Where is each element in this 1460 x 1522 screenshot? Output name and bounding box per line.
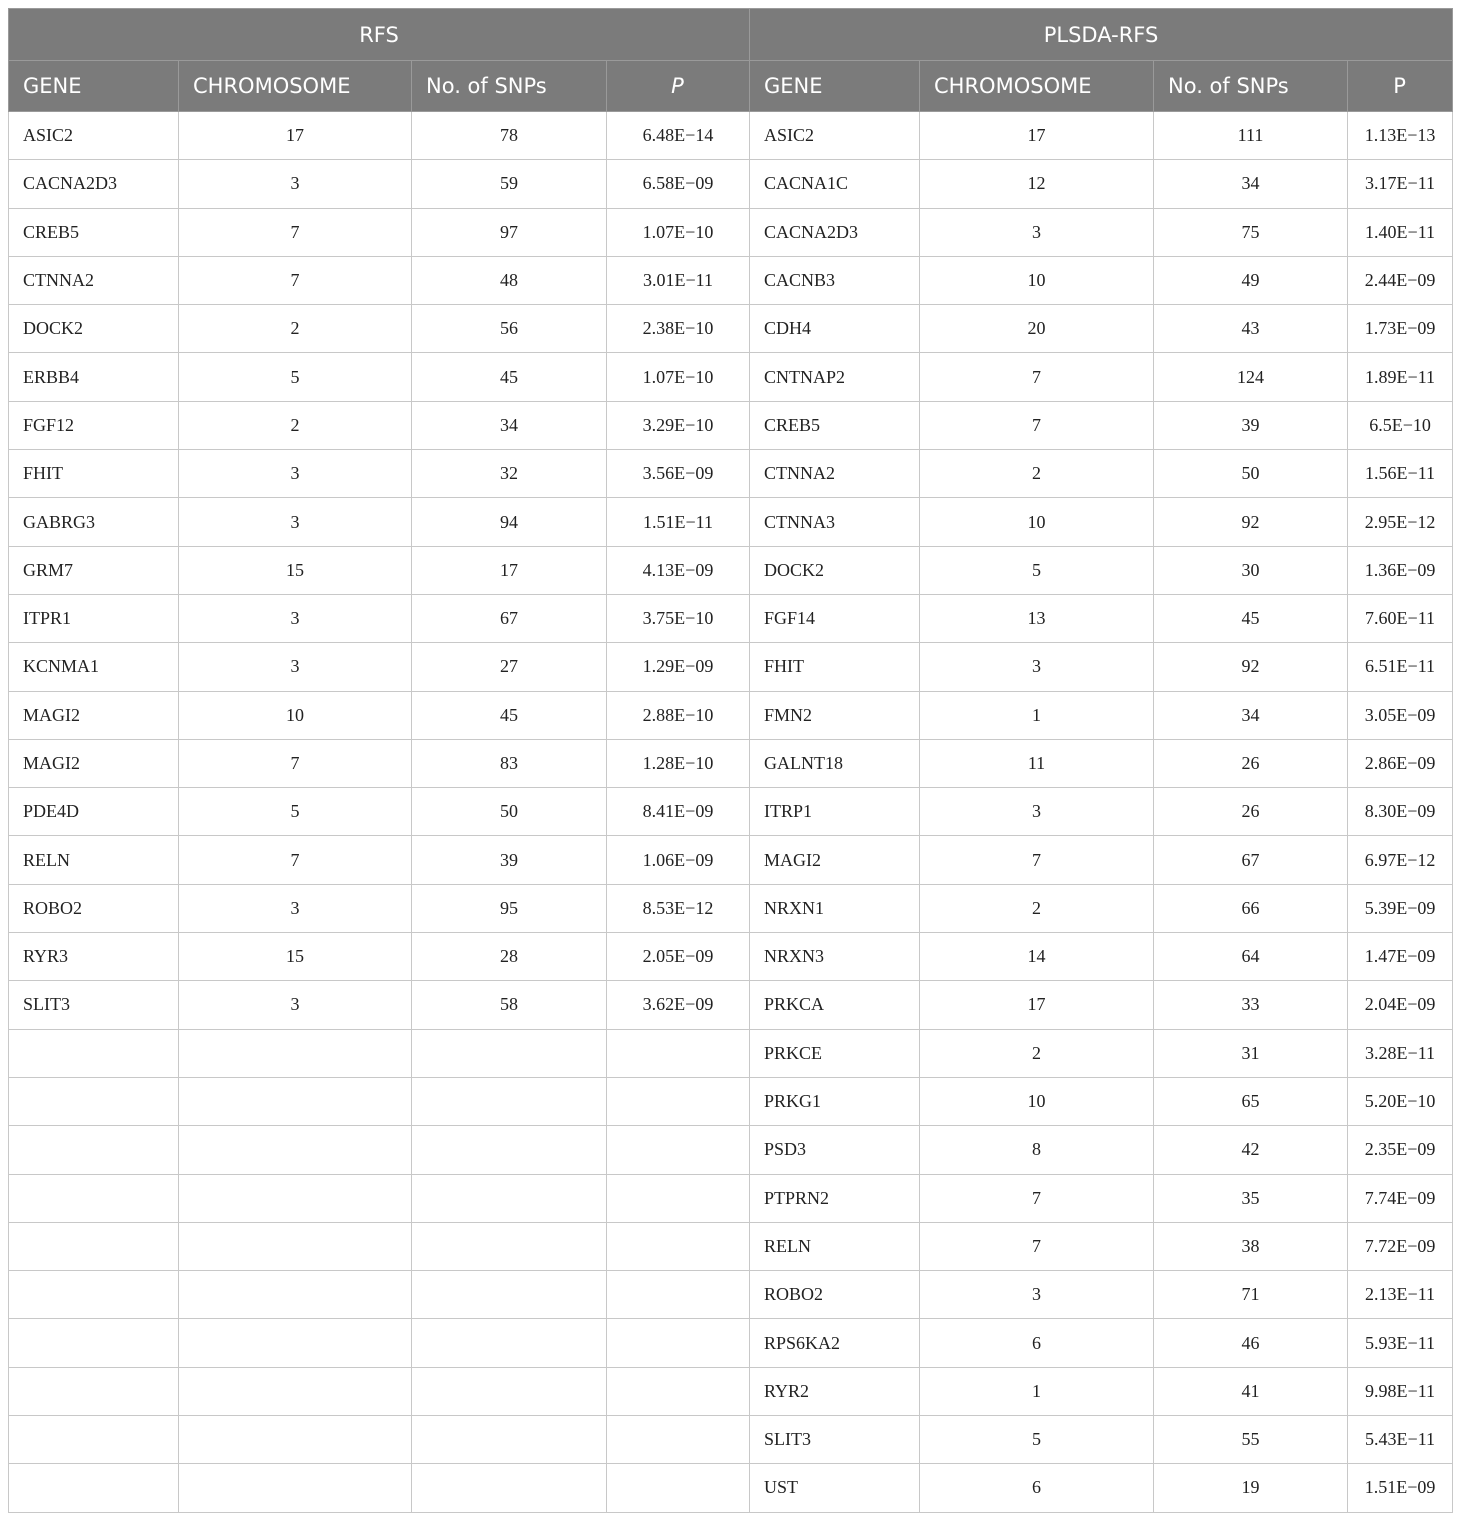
plsda-rfs-chromosome-cell: 17 [920,981,1154,1029]
plsda-rfs-chromosome-cell: 7 [920,401,1154,449]
rfs-p-value-cell [607,1416,750,1464]
rfs-chromosome-cell: 2 [179,401,412,449]
plsda-rfs-snp-count-cell: 39 [1154,401,1348,449]
rfs-chromosome-cell: 10 [179,691,412,739]
plsda-rfs-p-value-cell: 1.40E−11 [1348,208,1453,256]
rfs-p-value-cell: 1.28E−10 [607,739,750,787]
plsda-rfs-gene-cell: CACNA2D3 [750,208,920,256]
rfs-snp-count-cell [412,1464,607,1512]
rfs-snp-count-cell: 67 [412,594,607,642]
col-header-chromosome: CHROMOSOME [179,61,412,112]
plsda-rfs-p-value-cell: 1.56E−11 [1348,450,1453,498]
rfs-gene-cell: SLIT3 [9,981,179,1029]
rfs-chromosome-cell [179,1271,412,1319]
rfs-snp-count-cell [412,1222,607,1270]
rfs-p-value-cell [607,1222,750,1270]
plsda-rfs-p-value-cell: 1.73E−09 [1348,305,1453,353]
rfs-snp-count-cell [412,1126,607,1174]
rfs-p-value-cell: 8.53E−12 [607,884,750,932]
rfs-snp-count-cell: 45 [412,691,607,739]
table-row [9,160,1453,208]
rfs-p-value-cell: 4.13E−09 [607,546,750,594]
rfs-chromosome-cell [179,1319,412,1367]
rfs-p-value-cell: 3.29E−10 [607,401,750,449]
rfs-gene-cell: CREB5 [9,208,179,256]
plsda-rfs-snp-count-cell: 42 [1154,1126,1348,1174]
rfs-gene-cell: KCNMA1 [9,643,179,691]
col-header-p: P [607,61,750,112]
plsda-rfs-p-value-cell: 9.98E−11 [1348,1367,1453,1415]
rfs-snp-count-cell: 27 [412,643,607,691]
plsda-rfs-p-value-cell: 2.35E−09 [1348,1126,1453,1174]
rfs-snp-count-cell: 48 [412,256,607,304]
plsda-rfs-snp-count-cell: 75 [1154,208,1348,256]
plsda-rfs-snp-count-cell: 55 [1154,1416,1348,1464]
rfs-p-value-cell: 3.75E−10 [607,594,750,642]
plsda-rfs-snp-count-cell: 34 [1154,691,1348,739]
plsda-rfs-gene-cell: FGF14 [750,594,920,642]
rfs-p-value-cell: 1.06E−09 [607,836,750,884]
plsda-rfs-snp-count-cell: 66 [1154,884,1348,932]
col-header-p: P [1348,61,1453,112]
table-row [9,112,1453,160]
rfs-p-value-cell [607,1174,750,1222]
plsda-rfs-snp-count-cell: 34 [1154,160,1348,208]
plsda-rfs-gene-cell: NRXN3 [750,933,920,981]
rfs-chromosome-cell [179,1464,412,1512]
rfs-chromosome-cell [179,1126,412,1174]
plsda-rfs-snp-count-cell: 65 [1154,1077,1348,1125]
plsda-rfs-chromosome-cell: 14 [920,933,1154,981]
plsda-rfs-chromosome-cell: 7 [920,836,1154,884]
plsda-rfs-gene-cell: ITRP1 [750,788,920,836]
plsda-rfs-gene-cell: UST [750,1464,920,1512]
plsda-rfs-gene-cell: FHIT [750,643,920,691]
plsda-rfs-snp-count-cell: 45 [1154,594,1348,642]
plsda-rfs-gene-cell: RELN [750,1222,920,1270]
plsda-rfs-chromosome-cell: 7 [920,1222,1154,1270]
rfs-p-value-cell [607,1077,750,1125]
table-row [9,836,1453,884]
plsda-rfs-gene-cell: RPS6KA2 [750,1319,920,1367]
rfs-chromosome-cell: 5 [179,353,412,401]
table-row [9,1222,1453,1270]
plsda-rfs-snp-count-cell: 49 [1154,256,1348,304]
rfs-snp-count-cell [412,1271,607,1319]
plsda-rfs-p-value-cell: 1.89E−11 [1348,353,1453,401]
plsda-rfs-p-value-cell: 5.93E−11 [1348,1319,1453,1367]
rfs-snp-count-cell: 50 [412,788,607,836]
plsda-rfs-gene-cell: PRKCE [750,1029,920,1077]
plsda-rfs-snp-count-cell: 26 [1154,788,1348,836]
col-header-snps: No. of SNPs [1154,61,1348,112]
rfs-p-value-cell [607,1319,750,1367]
rfs-p-value-cell: 1.51E−11 [607,498,750,546]
plsda-rfs-snp-count-cell: 50 [1154,450,1348,498]
plsda-rfs-snp-count-cell: 92 [1154,498,1348,546]
rfs-chromosome-cell [179,1367,412,1415]
table-row [9,933,1453,981]
plsda-rfs-snp-count-cell: 64 [1154,933,1348,981]
rfs-snp-count-cell: 59 [412,160,607,208]
plsda-rfs-chromosome-cell: 12 [920,160,1154,208]
plsda-rfs-chromosome-cell: 3 [920,643,1154,691]
rfs-p-value-cell: 6.58E−09 [607,160,750,208]
plsda-rfs-p-value-cell: 6.5E−10 [1348,401,1453,449]
table-row [9,1077,1453,1125]
table-row [9,1319,1453,1367]
plsda-rfs-p-value-cell: 1.36E−09 [1348,546,1453,594]
plsda-rfs-gene-cell: CACNA1C [750,160,920,208]
plsda-rfs-p-value-cell: 2.13E−11 [1348,1271,1453,1319]
plsda-rfs-p-value-cell: 1.13E−13 [1348,112,1453,160]
column-header-row [9,61,1453,112]
rfs-p-value-cell [607,1271,750,1319]
table-row [9,981,1453,1029]
plsda-rfs-gene-cell: PRKCA [750,981,920,1029]
rfs-chromosome-cell: 17 [179,112,412,160]
plsda-rfs-gene-cell: NRXN1 [750,884,920,932]
plsda-rfs-snp-count-cell: 26 [1154,739,1348,787]
plsda-rfs-snp-count-cell: 35 [1154,1174,1348,1222]
col-header-snps: No. of SNPs [412,61,607,112]
plsda-rfs-chromosome-cell: 1 [920,1367,1154,1415]
rfs-snp-count-cell: 58 [412,981,607,1029]
plsda-rfs-snp-count-cell: 31 [1154,1029,1348,1077]
plsda-rfs-gene-cell: DOCK2 [750,546,920,594]
plsda-rfs-chromosome-cell: 2 [920,884,1154,932]
rfs-gene-cell [9,1319,179,1367]
rfs-chromosome-cell: 3 [179,981,412,1029]
plsda-rfs-p-value-cell: 1.51E−09 [1348,1464,1453,1512]
plsda-rfs-chromosome-cell: 8 [920,1126,1154,1174]
rfs-p-value-cell [607,1367,750,1415]
plsda-rfs-chromosome-cell: 10 [920,498,1154,546]
plsda-rfs-snp-count-cell: 30 [1154,546,1348,594]
plsda-rfs-p-value-cell: 7.74E−09 [1348,1174,1453,1222]
table-row [9,353,1453,401]
table-row [9,1174,1453,1222]
rfs-chromosome-cell: 3 [179,594,412,642]
plsda-rfs-gene-cell: CTNNA2 [750,450,920,498]
table-row [9,546,1453,594]
plsda-rfs-chromosome-cell: 13 [920,594,1154,642]
plsda-rfs-snp-count-cell: 67 [1154,836,1348,884]
plsda-rfs-chromosome-cell: 2 [920,450,1154,498]
plsda-rfs-gene-cell: PRKG1 [750,1077,920,1125]
rfs-chromosome-cell [179,1416,412,1464]
rfs-gene-cell [9,1126,179,1174]
plsda-rfs-chromosome-cell: 10 [920,1077,1154,1125]
rfs-snp-count-cell [412,1367,607,1415]
rfs-gene-cell [9,1174,179,1222]
rfs-p-value-cell: 1.07E−10 [607,208,750,256]
plsda-rfs-chromosome-cell: 11 [920,739,1154,787]
rfs-snp-count-cell: 95 [412,884,607,932]
rfs-p-value-cell: 3.01E−11 [607,256,750,304]
table-row [9,305,1453,353]
rfs-gene-cell: GABRG3 [9,498,179,546]
table-row [9,691,1453,739]
plsda-rfs-p-value-cell: 2.04E−09 [1348,981,1453,1029]
plsda-rfs-p-value-cell: 2.44E−09 [1348,256,1453,304]
plsda-rfs-gene-cell: CTNNA3 [750,498,920,546]
plsda-rfs-chromosome-cell: 3 [920,208,1154,256]
rfs-p-value-cell [607,1029,750,1077]
rfs-snp-count-cell: 39 [412,836,607,884]
rfs-gene-cell: MAGI2 [9,739,179,787]
rfs-p-value-cell: 3.56E−09 [607,450,750,498]
rfs-snp-count-cell [412,1174,607,1222]
rfs-gene-cell: RELN [9,836,179,884]
plsda-rfs-snp-count-cell: 33 [1154,981,1348,1029]
rfs-gene-cell: PDE4D [9,788,179,836]
plsda-rfs-p-value-cell: 6.97E−12 [1348,836,1453,884]
rfs-gene-cell: FGF12 [9,401,179,449]
rfs-p-value-cell [607,1464,750,1512]
rfs-chromosome-cell: 3 [179,160,412,208]
rfs-snp-count-cell [412,1319,607,1367]
plsda-rfs-p-value-cell: 7.60E−11 [1348,594,1453,642]
plsda-rfs-p-value-cell: 3.17E−11 [1348,160,1453,208]
plsda-rfs-gene-cell: MAGI2 [750,836,920,884]
rfs-gene-cell: MAGI2 [9,691,179,739]
rfs-chromosome-cell [179,1077,412,1125]
plsda-rfs-snp-count-cell: 43 [1154,305,1348,353]
group-header-rfs: RFS [9,9,750,61]
table-row [9,498,1453,546]
table-row [9,739,1453,787]
rfs-snp-count-cell: 45 [412,353,607,401]
table-row [9,1126,1453,1174]
plsda-rfs-gene-cell: CNTNAP2 [750,353,920,401]
plsda-rfs-gene-cell: GALNT18 [750,739,920,787]
rfs-gene-cell: ITPR1 [9,594,179,642]
table-row [9,208,1453,256]
rfs-chromosome-cell [179,1029,412,1077]
col-header-chromosome: CHROMOSOME [920,61,1154,112]
plsda-rfs-chromosome-cell: 20 [920,305,1154,353]
rfs-snp-count-cell: 56 [412,305,607,353]
rfs-p-value-cell: 3.62E−09 [607,981,750,1029]
plsda-rfs-p-value-cell: 5.39E−09 [1348,884,1453,932]
rfs-gene-cell: CTNNA2 [9,256,179,304]
plsda-rfs-chromosome-cell: 5 [920,546,1154,594]
plsda-rfs-snp-count-cell: 71 [1154,1271,1348,1319]
plsda-rfs-p-value-cell: 5.20E−10 [1348,1077,1453,1125]
rfs-snp-count-cell: 28 [412,933,607,981]
rfs-gene-cell: RYR3 [9,933,179,981]
plsda-rfs-chromosome-cell: 17 [920,112,1154,160]
rfs-snp-count-cell: 94 [412,498,607,546]
plsda-rfs-snp-count-cell: 124 [1154,353,1348,401]
plsda-rfs-p-value-cell: 7.72E−09 [1348,1222,1453,1270]
rfs-snp-count-cell: 32 [412,450,607,498]
rfs-snp-count-cell [412,1029,607,1077]
col-header-gene: GENE [750,61,920,112]
plsda-rfs-snp-count-cell: 38 [1154,1222,1348,1270]
rfs-gene-cell: FHIT [9,450,179,498]
plsda-rfs-chromosome-cell: 7 [920,1174,1154,1222]
plsda-rfs-gene-cell: CDH4 [750,305,920,353]
table-row [9,1029,1453,1077]
plsda-rfs-p-value-cell: 5.43E−11 [1348,1416,1453,1464]
rfs-gene-cell [9,1464,179,1512]
rfs-gene-cell: DOCK2 [9,305,179,353]
table-body [9,112,1453,1513]
rfs-chromosome-cell: 3 [179,498,412,546]
plsda-rfs-chromosome-cell: 3 [920,1271,1154,1319]
rfs-chromosome-cell: 3 [179,643,412,691]
plsda-rfs-snp-count-cell: 19 [1154,1464,1348,1512]
rfs-chromosome-cell: 7 [179,208,412,256]
plsda-rfs-chromosome-cell: 5 [920,1416,1154,1464]
rfs-chromosome-cell: 2 [179,305,412,353]
rfs-gene-cell [9,1271,179,1319]
rfs-chromosome-cell [179,1222,412,1270]
rfs-gene-cell [9,1222,179,1270]
rfs-p-value-cell: 1.07E−10 [607,353,750,401]
plsda-rfs-snp-count-cell: 46 [1154,1319,1348,1367]
rfs-chromosome-cell [179,1174,412,1222]
group-header-row [9,9,1453,61]
rfs-chromosome-cell: 15 [179,933,412,981]
table-row [9,884,1453,932]
table-row [9,1367,1453,1415]
rfs-gene-cell: ASIC2 [9,112,179,160]
col-header-gene: GENE [9,61,179,112]
table-row [9,594,1453,642]
gene-snp-table [8,8,1453,1513]
table-row [9,401,1453,449]
plsda-rfs-gene-cell: FMN2 [750,691,920,739]
rfs-gene-cell [9,1029,179,1077]
rfs-gene-cell [9,1367,179,1415]
plsda-rfs-gene-cell: SLIT3 [750,1416,920,1464]
rfs-snp-count-cell: 17 [412,546,607,594]
rfs-snp-count-cell: 97 [412,208,607,256]
table-row [9,643,1453,691]
plsda-rfs-snp-count-cell: 111 [1154,112,1348,160]
plsda-rfs-gene-cell: CREB5 [750,401,920,449]
rfs-chromosome-cell: 3 [179,450,412,498]
rfs-p-value-cell: 6.48E−14 [607,112,750,160]
rfs-chromosome-cell: 3 [179,884,412,932]
rfs-snp-count-cell [412,1416,607,1464]
table-row [9,1271,1453,1319]
rfs-snp-count-cell: 83 [412,739,607,787]
plsda-rfs-gene-cell: PTPRN2 [750,1174,920,1222]
rfs-gene-cell [9,1416,179,1464]
rfs-chromosome-cell: 5 [179,788,412,836]
plsda-rfs-chromosome-cell: 3 [920,788,1154,836]
rfs-chromosome-cell: 7 [179,836,412,884]
rfs-p-value-cell: 1.29E−09 [607,643,750,691]
plsda-rfs-snp-count-cell: 92 [1154,643,1348,691]
rfs-gene-cell [9,1077,179,1125]
rfs-p-value-cell: 2.38E−10 [607,305,750,353]
plsda-rfs-chromosome-cell: 6 [920,1464,1154,1512]
rfs-gene-cell: GRM7 [9,546,179,594]
table-row [9,450,1453,498]
plsda-rfs-snp-count-cell: 41 [1154,1367,1348,1415]
table-row [9,1416,1453,1464]
group-header-plsda-rfs: PLSDA-RFS [750,9,1453,61]
plsda-rfs-chromosome-cell: 10 [920,256,1154,304]
table-row [9,256,1453,304]
rfs-snp-count-cell: 34 [412,401,607,449]
plsda-rfs-gene-cell: CACNB3 [750,256,920,304]
plsda-rfs-chromosome-cell: 2 [920,1029,1154,1077]
plsda-rfs-chromosome-cell: 7 [920,353,1154,401]
plsda-rfs-p-value-cell: 3.05E−09 [1348,691,1453,739]
plsda-rfs-p-value-cell: 3.28E−11 [1348,1029,1453,1077]
rfs-gene-cell: ROBO2 [9,884,179,932]
plsda-rfs-chromosome-cell: 1 [920,691,1154,739]
rfs-gene-cell: CACNA2D3 [9,160,179,208]
plsda-rfs-p-value-cell: 2.86E−09 [1348,739,1453,787]
table-row [9,1464,1453,1512]
rfs-chromosome-cell: 7 [179,739,412,787]
plsda-rfs-p-value-cell: 2.95E−12 [1348,498,1453,546]
rfs-snp-count-cell [412,1077,607,1125]
plsda-rfs-gene-cell: ASIC2 [750,112,920,160]
rfs-chromosome-cell: 7 [179,256,412,304]
plsda-rfs-gene-cell: PSD3 [750,1126,920,1174]
rfs-snp-count-cell: 78 [412,112,607,160]
rfs-chromosome-cell: 15 [179,546,412,594]
rfs-gene-cell: ERBB4 [9,353,179,401]
rfs-p-value-cell: 8.41E−09 [607,788,750,836]
plsda-rfs-gene-cell: ROBO2 [750,1271,920,1319]
table-row [9,788,1453,836]
plsda-rfs-chromosome-cell: 6 [920,1319,1154,1367]
plsda-rfs-p-value-cell: 8.30E−09 [1348,788,1453,836]
rfs-p-value-cell [607,1126,750,1174]
plsda-rfs-gene-cell: RYR2 [750,1367,920,1415]
plsda-rfs-p-value-cell: 1.47E−09 [1348,933,1453,981]
plsda-rfs-p-value-cell: 6.51E−11 [1348,643,1453,691]
rfs-p-value-cell: 2.05E−09 [607,933,750,981]
rfs-p-value-cell: 2.88E−10 [607,691,750,739]
